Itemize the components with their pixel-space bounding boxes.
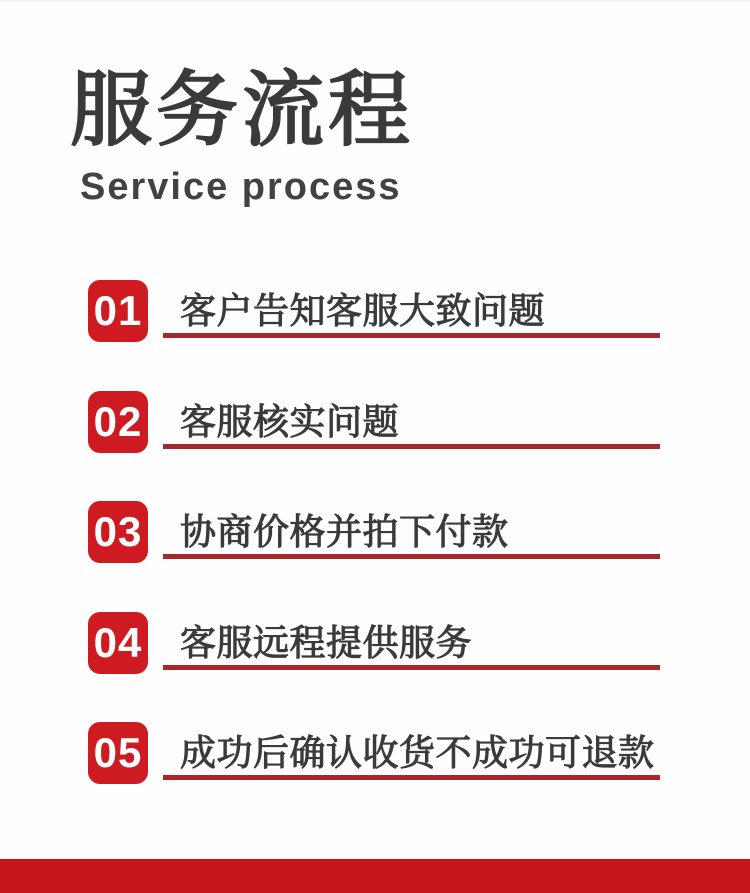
footer-red-bar (0, 859, 750, 893)
step-number: 01 (93, 287, 143, 334)
step-row-3 (88, 501, 660, 563)
step-underline (163, 554, 660, 559)
step-number-badge (88, 722, 148, 784)
step-number: 02 (93, 398, 143, 445)
step-content (163, 283, 660, 338)
step-label: 客服远程提供服务 (180, 621, 473, 663)
step-row-4 (88, 612, 660, 674)
step-underline (163, 775, 660, 780)
step-number-badge (88, 501, 148, 563)
step-row-1 (88, 280, 660, 342)
step-content (163, 504, 660, 559)
step-content (163, 615, 660, 670)
step-underline (163, 665, 660, 670)
step-row-5 (88, 722, 660, 784)
step-row-2 (88, 391, 660, 453)
step-number-badge (88, 280, 148, 342)
step-underline (163, 444, 660, 449)
step-number: 03 (93, 508, 143, 555)
step-label: 协商价格并拍下付款 (180, 510, 509, 552)
page-subtitle: Service process (80, 166, 402, 209)
step-number: 04 (93, 619, 143, 666)
step-number: 05 (93, 729, 143, 776)
step-content (163, 725, 660, 780)
step-label: 客服核实问题 (180, 400, 400, 442)
step-label: 客户告知客服大致问题 (180, 289, 546, 331)
step-number-badge (88, 391, 148, 453)
step-content (163, 394, 660, 449)
step-underline (163, 333, 660, 338)
step-number-badge (88, 612, 148, 674)
steps-list (0, 2, 750, 893)
step-label: 成功后确认收货不成功可退款 (180, 731, 655, 773)
page-title: 服务流程 (70, 65, 415, 156)
